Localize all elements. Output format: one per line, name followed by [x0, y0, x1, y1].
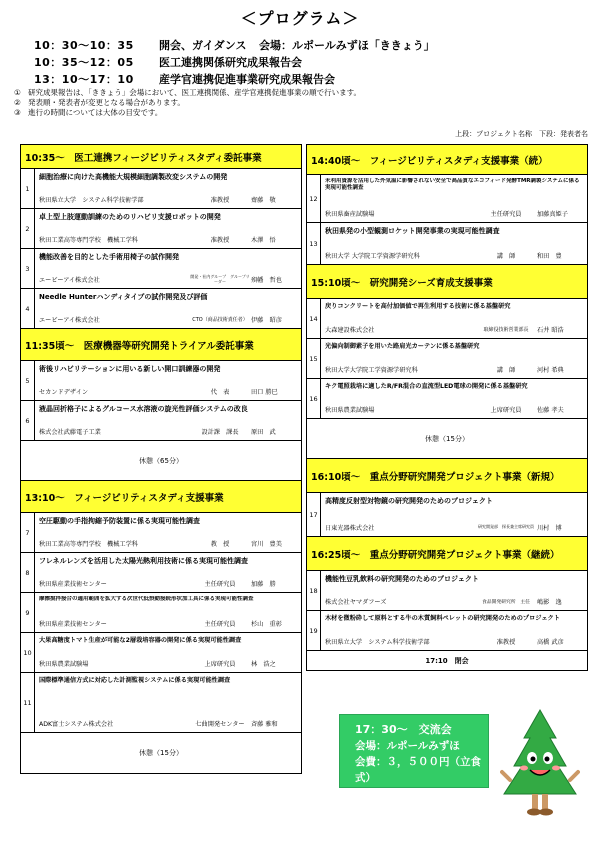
note: [14, 88, 589, 98]
presenter-org: 日東光器株式会社: [325, 525, 375, 532]
presenter-name: 宮川 豊美: [251, 541, 282, 548]
program-title: 液晶回折格子によるグルコース水溶液の旋光性評価システムの改良: [39, 405, 248, 413]
presenter-name: 嶋影 逸: [537, 599, 562, 606]
presenter: [39, 274, 297, 285]
program-number: 19: [307, 611, 321, 650]
program-number: 11: [21, 673, 35, 732]
presenter-role: CTO（商品技術責任者）: [192, 317, 248, 323]
presenter-name: 齋藤 敬: [251, 197, 276, 204]
presenter-org: エービーアイ株式会社: [39, 277, 100, 284]
program-number: 2: [21, 209, 35, 248]
program-number: 14: [307, 299, 321, 338]
program-row: [307, 379, 587, 419]
program-title: 大果高糖度トマト生産が可能な2層栽培容器の開発に係る実現可能性調査: [39, 637, 242, 644]
presenter-name: 和田 豊: [537, 253, 562, 260]
social-time: 17：30～ 交流会: [355, 723, 452, 736]
presenter-role: 研究開発部 探長兼主席研究員: [478, 524, 534, 530]
presenter-name: 林 浩之: [251, 661, 276, 668]
program-number: 12: [307, 175, 321, 222]
schedule-row: [34, 36, 574, 53]
presenter: [39, 314, 297, 325]
page-title: ＜プログラム＞: [240, 9, 360, 28]
presenter-role: 開発・社内グループ グループリーダー: [190, 274, 250, 284]
social-fee: 会費：３，５００円（立食式）: [355, 756, 481, 784]
program-title: 木材を微粉砕して原料とする牛の木質飼料ペレットの研究開発のためのプロジェクト: [325, 615, 560, 622]
presenter-name: 伊藤 昭彦: [251, 317, 282, 324]
program-number: 17: [307, 493, 321, 536]
note: [14, 108, 589, 118]
program-number: 18: [307, 571, 321, 610]
program-title: 未利用資源を活用した外気温に影響されない安全で高品質なエコフィード発酵TMR調製システムに係る実現可能性調査: [325, 178, 580, 191]
presenter-org: 秋田県畜産試験場: [325, 211, 375, 218]
program-title: 秋田県発の小型観測ロケット開発事業の実現可能性調査: [325, 227, 500, 235]
presenter-role: 主任研究員: [204, 581, 236, 588]
presenter-name: 原田 武: [251, 429, 276, 436]
presenter: [39, 194, 297, 205]
schedule-time: 10：35～12：05: [34, 55, 134, 69]
presenter-role: 設計課 課長: [201, 429, 239, 436]
presenter-name: 加藤真姫子: [537, 211, 568, 218]
presenter-name: 殞幡 哲也: [251, 277, 282, 284]
presenter: [39, 426, 297, 437]
program-row: [21, 209, 301, 249]
presenter: [325, 364, 583, 375]
presenter-org: 株式会社ヤマダフーズ: [325, 599, 387, 606]
program-number: 13: [307, 223, 321, 264]
presenter-role: 取締役技術営業部長: [483, 327, 529, 333]
schedule-time: 10：30～10：35: [34, 38, 134, 52]
presenter-org: 秋田県立大学 システム科学技術学部: [325, 639, 430, 646]
presenter-role: 准教授: [496, 639, 516, 646]
program-number: 7: [21, 513, 35, 552]
program-title: 機能性豆乳飲料の研究開発のためのプロジェクト: [325, 575, 479, 583]
presenter-role: 講 師: [496, 367, 516, 374]
left-column: [20, 144, 302, 774]
section-header: 14:40頃～ フィージビリティスタディ支援事業（続）: [307, 145, 587, 175]
section-header: 11:35頃～ 医療機器等研究開発トライアル委託事業: [21, 329, 301, 361]
presenter-org: 秋田県産業技術センター: [39, 581, 107, 588]
presenter: [39, 234, 297, 245]
program-number: 3: [21, 249, 35, 288]
presenter: [325, 636, 583, 647]
program-number: 6: [21, 401, 35, 440]
program-row: [307, 571, 587, 611]
program-row: [307, 299, 587, 339]
section-header: 16:25頃～ 重点分野研究開発プロジェクト事業（継続）: [307, 537, 587, 571]
tree-mascot-icon: [500, 708, 580, 818]
program-row: [307, 175, 587, 223]
presenter-name: 木澤 悟: [251, 237, 276, 244]
presenter-role: 准教授: [210, 197, 230, 204]
program-number: 5: [21, 361, 35, 400]
presenter: [39, 578, 297, 589]
presenter-org: ADK富士システム株式会社: [39, 721, 114, 728]
note-text: 進行の時間については大体の目安です。: [28, 108, 163, 117]
schedule-time: 13：10～17：10: [34, 72, 134, 86]
presenter-org: 秋田工業高等専門学校 機械工学科: [39, 237, 138, 244]
presenter: [325, 596, 583, 607]
presenter: [39, 718, 297, 729]
presenter-role: 主任研究員: [204, 621, 236, 628]
presenter: [325, 324, 583, 335]
program-number: 4: [21, 289, 35, 328]
presenter-name: 田口 勝巳: [251, 389, 278, 396]
notes: [14, 88, 589, 118]
presenter-name: 河村 希典: [537, 367, 564, 374]
presenter: [325, 250, 583, 261]
presenter-name: 石井 昭浩: [537, 327, 564, 334]
presenter-role: 主任研究員: [490, 211, 522, 218]
presenter-org: 秋田大学 大学院工学資源学研究科: [325, 253, 420, 260]
program-number: 16: [307, 379, 321, 418]
program-row: [21, 553, 301, 593]
social-gathering-box: [339, 714, 489, 788]
presenter-name: 高橋 武彦: [537, 639, 564, 646]
program-row: [21, 289, 301, 329]
section-header: 13:10～ フィージビリティスタディ支援事業: [21, 481, 301, 513]
presenter-name: 加藤 勝: [251, 581, 276, 588]
program-title: キク電照栽培に適したR/FR混合の直流型LED電球の開発に係る基盤研究: [325, 383, 528, 390]
presenter: [39, 386, 297, 397]
section-header: 10:35～ 医工連携フィージビリティスタディ委託事業: [21, 145, 301, 169]
presenter-name: 杉山 重彰: [251, 621, 282, 628]
social-venue: 会場：ルポールみずほ: [355, 740, 460, 752]
program-row: [21, 361, 301, 401]
presenter-org: 秋田県農業試験場: [325, 407, 375, 414]
program-row: [307, 611, 587, 651]
schedule-row: [34, 70, 574, 87]
section-header: 16:10頃～ 重点分野研究開発プロジェクト事業（新規）: [307, 459, 587, 493]
schedule-label: 産学官連携促進事業研究成果報告会: [159, 72, 335, 86]
presenter-role: 代 表: [210, 389, 230, 396]
program-number: 10: [21, 633, 35, 672]
schedule-label: 開会、ガイダンス: [159, 38, 247, 52]
section-header: 15:10頃～ 研究開発シーズ育成支援事業: [307, 265, 587, 299]
program-number: 9: [21, 593, 35, 632]
presenter-org: 秋田県農業試験場: [39, 661, 89, 668]
program-row: [21, 593, 301, 633]
program-title: 術後リハビリテーションに用いる新しい開口訓練器の開発: [39, 365, 221, 373]
break-row: 休憩（15分）: [139, 749, 183, 757]
program-row: [21, 169, 301, 209]
program-title: 光偏向制御素子を用いた路肩光カーテンに係る基盤研究: [325, 343, 480, 350]
note-text: 研究成果報告は、「ききょう」会場において、医工連携関係、産学官連携促進事業の順で行います。: [28, 88, 361, 97]
program-title: 細胞治療に向けた高機能大規模細胞調製改変システムの開発: [39, 173, 228, 181]
presenter-org: セカンドデザイン: [39, 389, 89, 396]
presenter-org: エービーアイ株式会社: [39, 317, 100, 324]
presenter-org: 大森建設株式会社: [325, 327, 375, 334]
program-number: 8: [21, 553, 35, 592]
note-number: ②: [14, 98, 21, 107]
presenter-role: 上席研究員: [490, 407, 522, 414]
presenter-role: 食品開発研究所 主任: [482, 600, 530, 605]
presenter-org: 秋田県立大学 システム科学技術学部: [39, 197, 144, 204]
closing-row: 17:10 閉会: [307, 651, 587, 671]
presenter-role: 教 授: [210, 541, 230, 548]
presenter: [325, 208, 583, 219]
presenter: [39, 658, 297, 669]
program-title: 機能改善を目的とした手術用椅子の試作開発: [39, 253, 179, 261]
program-row: [21, 633, 301, 673]
note-number: ①: [14, 88, 21, 97]
program-title: 国際標準通信方式に対応した計測監視システムに係る実現可能性調査: [39, 677, 231, 684]
program-row: [21, 401, 301, 441]
break-row: 休憩（15分）: [307, 419, 587, 459]
schedule-label: 医工連携関係研究成果報告会: [159, 55, 302, 69]
program-title: 摩擦撹拌接合の適用範囲を拡大する次世代低摂動接続形状加工具に係る実現可能性調査: [39, 596, 254, 602]
program-title: フレネルレンズを活用した太陽光熱利用技術に係る実現可能性調査: [39, 557, 248, 565]
program-title: 高精度反射型対物鏡の研究開発のためのプロジェクト: [325, 497, 493, 505]
schedule-row: [34, 53, 574, 70]
presenter-role: 上席研究員: [204, 661, 236, 668]
program-row: [21, 513, 301, 553]
program-row: [307, 223, 587, 265]
right-column: [306, 144, 588, 671]
program-row: [307, 339, 587, 379]
presenter-name: 斉藤 雅和: [251, 721, 278, 728]
program-title: 卓上型上肢運動訓練のためのリハビリ支援ロボットの開発: [39, 213, 221, 221]
schedule: [34, 36, 574, 87]
presenter-role: 准教授: [210, 237, 230, 244]
break-row: 休憩（65分）: [21, 441, 301, 481]
presenter: [39, 538, 297, 549]
program-row: [21, 673, 301, 733]
program-row: [307, 493, 587, 537]
program-title: Needle Hunterハンディタイプの試作開発及び評価: [39, 293, 208, 301]
presenter: [325, 522, 583, 533]
note: [14, 98, 589, 108]
program-title: 戻りコンクリートを高付加価値で再生利用する技術に係る基盤研究: [325, 303, 511, 310]
presenter-org: 秋田県産業技術センター: [39, 621, 107, 628]
note-number: ③: [14, 108, 21, 117]
program-number: 15: [307, 339, 321, 378]
presenter: [325, 404, 583, 415]
schedule-venue: 会場：ルポールみずほ「ききょう」: [259, 38, 435, 52]
presenter: [39, 618, 297, 629]
presenter-name: 佐藤 孝夫: [537, 407, 564, 414]
note-text: 発表順・発表者が変更となる場合があります。: [28, 98, 185, 107]
presenter-org: 秋田大学大学院工学資源学研究科: [325, 367, 418, 374]
legend: 上段：プロジェクト名称 下段：発表者名: [455, 130, 588, 138]
presenter-role: 七曲開発センター: [195, 721, 245, 728]
presenter-role: 講 師: [496, 253, 516, 260]
program-row: [21, 249, 301, 289]
program-number: 1: [21, 169, 35, 208]
presenter-org: 株式会社武藤電子工業: [39, 429, 101, 436]
presenter-org: 秋田工業高等専門学校 機械工学科: [39, 541, 138, 548]
program-title: 空圧駆動の手指拘縮予防装置に係る実現可能性調査: [39, 517, 200, 525]
presenter-name: 川村 博: [537, 525, 562, 532]
